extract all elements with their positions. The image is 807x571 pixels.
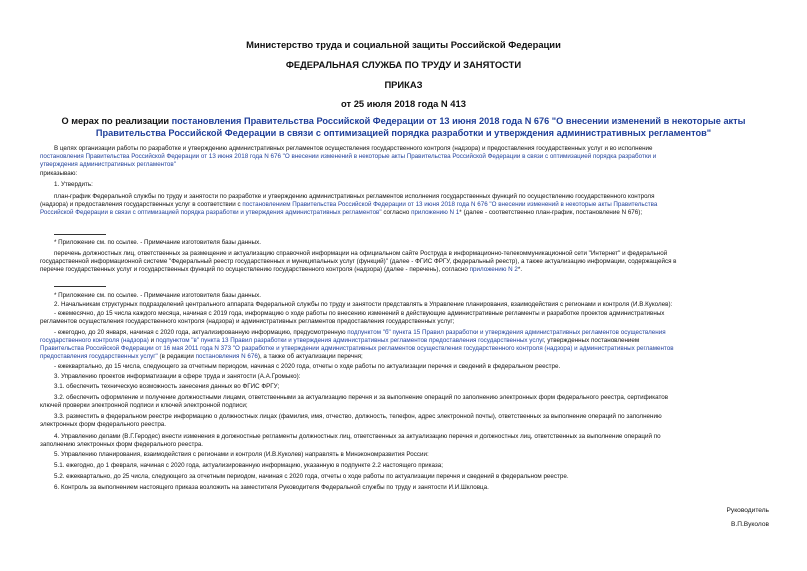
item-5: 5. Управлению планирования, взаимодействия с регионами и контроля (И.В.Куколев) направлять в Минэкономразвития России: bbox=[54, 451, 429, 458]
item-3-1: 3.1. обеспечить техническую возможность занесения данных во ФГИС ФРГУ; bbox=[54, 383, 280, 390]
document-title-line-2 bbox=[0, 127, 807, 139]
signature-name: В.П.Вуколов bbox=[731, 521, 769, 528]
document-date-number: от 25 июля 2018 года N 413 bbox=[341, 98, 466, 109]
item-1a-text: (надзора) и предоставления государственных услуг в соответствии с bbox=[40, 201, 243, 208]
resolution-676-link-cont[interactable]: Российской Федерации в связи с оптимизацией порядка разработки и утверждения административных регламентов" bbox=[40, 209, 382, 216]
item-5-2: 5.2. ежеквартально, до 25 числа, следующего за отчетным периодом, начиная с 2020 года, отчеты о ходе работы по актуализации перечня и сведений в федеральном реестре. bbox=[54, 473, 569, 480]
item-1b-line: перечень должностных лиц, ответственных за размещение и актуализацию справочной информации на официальном сайте Роструда в информационно-телекоммуникационной сети "Интернет" и федеральной bbox=[54, 250, 668, 257]
item-1a-line bbox=[40, 201, 776, 209]
item-2b-text: , утвержденных постановлением bbox=[543, 337, 640, 344]
footnote-divider bbox=[54, 234, 106, 235]
order-word: приказываю: bbox=[40, 170, 78, 177]
title-resolution-link-cont[interactable]: Правительства Российской Федерации в связи с оптимизацией порядка разработки и утверждения административных регламентов" bbox=[95, 128, 712, 138]
title-prefix: О мерах по реализации bbox=[61, 116, 172, 126]
item-3: 3. Управлению проектов информатизации в сфере труда и занятости (А.А.Громыко): bbox=[54, 373, 301, 380]
title-resolution-link[interactable]: постановления Правительства Российской Федерации от 13 июня 2018 года N 676 "О внесении изменений в некоторые акты bbox=[171, 116, 746, 126]
item-2b-line bbox=[54, 329, 776, 337]
item-2b-text: ), а также об актуализации перечня; bbox=[257, 353, 363, 360]
item-1a-text: согласно bbox=[381, 209, 412, 216]
preamble-line: В целях организации работы по разработке и утверждению административных регламентов осуществления государственного контроля (надзора) и предоставления государственных услуг и во исполнение bbox=[54, 145, 653, 152]
item-3-3-line: электронных форм федерального реестра. bbox=[40, 421, 167, 428]
item-2b-text: - ежегодно, до 20 января, начиная с 2020 года, актуализированную информацию, предусмотренную bbox=[54, 329, 348, 336]
preamble-resolution-link[interactable]: постановления Правительства Российской Федерации от 13 июня 2018 года N 676 "О внесении изменений в некоторые акты Правительства Российской Федерации в связи с оптимизацией порядка разработки и bbox=[40, 153, 657, 160]
item-2b-text: (в редакции bbox=[157, 353, 196, 360]
rules-13v-link[interactable]: подпунктом "в" пункта 13 Правил разработки и утверждения административных регламентов предоставления государственных услуг bbox=[155, 337, 544, 344]
appendix-2-link[interactable]: приложению N 2 bbox=[469, 266, 518, 273]
footnote-divider bbox=[54, 286, 106, 287]
item-4-line: заполнению электронных форм федерального реестра. bbox=[40, 441, 204, 448]
rules-15b-link[interactable]: подпунктом "б" пункта 15 Правил разработки и утверждения административных регламентов осуществления bbox=[347, 329, 666, 336]
resolution-373-link[interactable]: Правительства Российской Федерации от 16 мая 2011 года N 373 "О разработке и утверждении административных регламентов осуществления государственного контроля (надзора) и административных регламентов bbox=[40, 345, 674, 352]
item-5-1: 5.1. ежегодно, до 1 февраля, начиная с 2020 года, актуализированную информацию, указанную в подпункте 2.2 настоящего приказа; bbox=[54, 462, 443, 469]
item-4-line: 4. Управлению делами (В.Г.Геродес) внести изменения в должностные регламенты должностных лиц, ответственных за актуализацию перечня и должностных лиц, ответственных за выполнение операций по bbox=[54, 433, 661, 440]
resolution-676-short-link[interactable]: постановления N 676 bbox=[195, 353, 258, 360]
resolution-373-link-cont[interactable]: предоставления государственных услуг" bbox=[40, 353, 158, 360]
item-2c: - ежеквартально, до 15 числа, следующего за отчетным периодом, начиная с 2020 года, отчеты о ходе работы по актуализации перечня и сведений в федеральном реестре. bbox=[54, 363, 561, 370]
item-1a-line bbox=[40, 209, 776, 217]
item-1b-text: *. bbox=[517, 266, 523, 273]
item-1: 1. Утвердить: bbox=[54, 181, 93, 188]
item-1b-line: государственной информационной системе "Федеральный реестр государственных и муниципальных услуг (функций)" (далее - ФГИС ФРГУ, федеральный реестр), а также актуализацию информации, содержащейся в bbox=[40, 258, 677, 265]
footnote-1: * Приложение см. по ссылке. - Примечание изготовителя базы данных. bbox=[54, 239, 261, 246]
item-2a-line: регламентов осуществления государственного контроля (надзора) и административных регламентов предоставления государственных услуг; bbox=[40, 318, 455, 325]
item-3-2-line: ключей проверки электронной подписи и ключей электронной подписи; bbox=[40, 402, 248, 409]
item-2b-line bbox=[40, 353, 776, 361]
item-6: 6. Контроль за выполнением настоящего приказа возложить на заместителя Руководителя Федеральной службы по труду и занятости И.И.Шкловца. bbox=[54, 484, 489, 491]
signature-role: Руководитель bbox=[726, 507, 769, 514]
document-title-line-1 bbox=[0, 115, 807, 127]
item-2b-line bbox=[40, 337, 776, 345]
service-name: ФЕДЕРАЛЬНАЯ СЛУЖБА ПО ТРУДУ И ЗАНЯТОСТИ bbox=[285, 59, 522, 70]
footnote-2: * Приложение см. по ссылке. - Примечание изготовителя базы данных. bbox=[54, 292, 261, 299]
item-1a-line: план-график Федеральной службы по труду и занятости по разработке и утверждению административных регламентов исполнения государственных функций по осуществлению государственного контроля bbox=[54, 193, 655, 200]
item-1a-text: * (далее - соответственно план-график, постановление N 676); bbox=[459, 209, 643, 216]
appendix-1-link[interactable]: приложению N 1 bbox=[411, 209, 460, 216]
item-1b-text: перечне государственных услуг и государственных функций по осуществлению государственного контроля (надзора) (далее - перечень), согласно bbox=[40, 266, 470, 273]
item-2a-line: - ежемесячно, до 15 числа каждого месяца, начиная с 2019 года, информацию о ходе работы по внесению изменений в действующие административные регламенты и разработке проектов административных bbox=[54, 310, 665, 317]
item-3-2-line: 3.2. обеспечить оформление и получение должностными лицами, ответственными за актуализацию перечня и за выполнение операций по заполнению электронных форм федерального реестра, сертификатов bbox=[54, 394, 669, 401]
rules-15b-link-cont[interactable]: государственного контроля (надзора) bbox=[40, 337, 149, 344]
resolution-676-link[interactable]: постановлением Правительства Российской Федерации от 13 июня 2018 года N 676 "О внесении изменений в некоторые акты Правительства bbox=[242, 201, 658, 208]
item-2b-text: и bbox=[148, 337, 156, 344]
item-2: 2. Начальникам структурных подразделений центрального аппарата Федеральной службы по труду и занятости представлять в Управление планирования, взаимодействия с регионами и контроля (И.В.Куколев): bbox=[54, 301, 673, 308]
document-type: ПРИКАЗ bbox=[384, 79, 423, 90]
ministry-name: Министерство труда и социальной защиты Российской Федерации bbox=[246, 39, 561, 50]
preamble-resolution-link-cont[interactable]: утверждения административных регламентов" bbox=[40, 161, 176, 168]
item-3-3-line: 3.3. разместить в федеральном реестре информацию о должностных лицах (фамилия, имя, отчество, должность, телефон, адрес электронной почты), ответственных за выполнение операций по заполнению bbox=[54, 413, 662, 420]
item-1b-line bbox=[40, 266, 776, 274]
